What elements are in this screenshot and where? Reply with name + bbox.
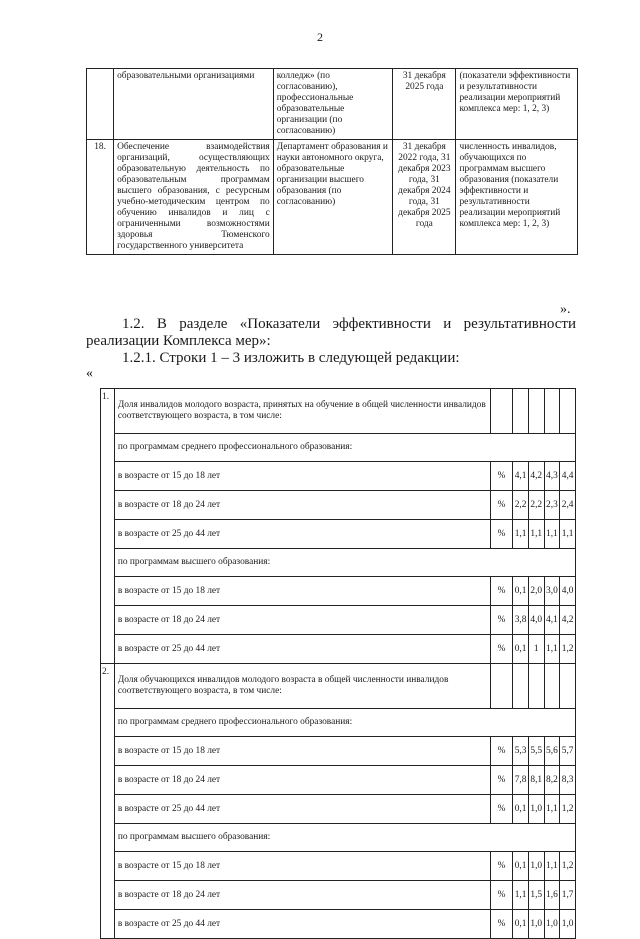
unit-cell: %: [490, 635, 512, 664]
indicator-row: [101, 664, 576, 709]
value-cell: 7,8: [513, 766, 529, 795]
subgroup-label: по программам высшего образования:: [114, 824, 575, 852]
value-cell: [544, 389, 560, 434]
table-row: [87, 69, 578, 140]
age-label: в возрасте от 25 до 44 лет: [114, 910, 490, 939]
age-label: в возрасте от 18 до 24 лет: [114, 491, 490, 520]
subgroup-row: [101, 824, 576, 852]
measures-table: [86, 68, 578, 255]
value-cell: 4,1: [544, 606, 560, 635]
table-row: [87, 140, 578, 255]
age-row: [101, 737, 576, 766]
value-cell: 1,1: [513, 520, 529, 549]
value-cell: 1,0: [528, 910, 544, 939]
unit-cell: %: [490, 766, 512, 795]
age-label: в возрасте от 18 до 24 лет: [114, 766, 490, 795]
age-row: [101, 766, 576, 795]
value-cell: 8,1: [528, 766, 544, 795]
value-cell: 0,1: [513, 635, 529, 664]
page-number: 2: [317, 30, 323, 44]
value-cell: 2,4: [560, 491, 576, 520]
age-label: в возрасте от 15 до 18 лет: [114, 852, 490, 881]
unit-cell: [490, 664, 512, 709]
age-row: [101, 606, 576, 635]
value-cell: 4,4: [560, 462, 576, 491]
value-cell: 0,1: [513, 577, 529, 606]
term-cell: 31 декабря 2025 года: [393, 69, 456, 140]
value-cell: 1,0: [528, 852, 544, 881]
paragraph-section-title: 1.2. В разделе «Показатели эффективности и результативности реализации Комплекса мер»:: [86, 316, 576, 349]
value-cell: 1,1: [544, 520, 560, 549]
value-cell: [528, 389, 544, 434]
age-row: [101, 491, 576, 520]
age-row: [101, 795, 576, 824]
value-cell: 1,0: [528, 795, 544, 824]
subgroup-row: [101, 549, 576, 577]
indicator-row: [101, 389, 576, 434]
subgroup-row: [101, 434, 576, 462]
unit-cell: %: [490, 491, 512, 520]
activity-cell: образовательными организациями: [114, 69, 274, 140]
age-row: [101, 520, 576, 549]
value-cell: 1,7: [560, 881, 576, 910]
subgroup-row: [101, 709, 576, 737]
value-cell: 4,0: [560, 577, 576, 606]
indicator-title: Доля обучающихся инвалидов молодого возраста в общей численности инвалидов соответствующего возраста, в том числе:: [114, 664, 490, 709]
unit-cell: %: [490, 737, 512, 766]
indicator-number: 2.: [101, 664, 115, 939]
value-cell: 8,2: [544, 766, 560, 795]
value-cell: 1,2: [560, 852, 576, 881]
value-cell: 1,6: [544, 881, 560, 910]
indicator-title: Доля инвалидов молодого возраста, принятых на обучение в общей численности инвалидов соответствующего возраста, в том числе:: [114, 389, 490, 434]
value-cell: [528, 664, 544, 709]
indicators-table: [100, 388, 576, 939]
value-cell: 1,1: [544, 795, 560, 824]
unit-cell: %: [490, 520, 512, 549]
indicator-number: 1.: [101, 389, 115, 664]
age-label: в возрасте от 15 до 18 лет: [114, 577, 490, 606]
executors-cell: колледж» (по согласованию), профессиональные образовательные организации (по согласованию): [273, 69, 392, 140]
value-cell: 1,5: [528, 881, 544, 910]
unit-cell: %: [490, 606, 512, 635]
value-cell: 1,2: [560, 635, 576, 664]
unit-cell: [490, 389, 512, 434]
value-cell: 1,0: [544, 910, 560, 939]
age-label: в возрасте от 25 до 44 лет: [114, 520, 490, 549]
value-cell: 1,1: [544, 635, 560, 664]
unit-cell: %: [490, 852, 512, 881]
paragraph-rows-edit: 1.2.1. Строки 1 – 3 изложить в следующей редакции:: [122, 350, 460, 366]
unit-cell: %: [490, 462, 512, 491]
value-cell: 2,3: [544, 491, 560, 520]
value-cell: 0,1: [513, 910, 529, 939]
age-row: [101, 852, 576, 881]
indicator-cell: численность инвалидов, обучающихся по программам высшего образования (показатели эффективности и результативности реализации мероприятий комплекса мер: 1, 2, 3): [456, 140, 578, 255]
row-number: [87, 69, 114, 140]
age-label: в возрасте от 15 до 18 лет: [114, 737, 490, 766]
closing-quote: ».: [560, 302, 571, 317]
age-label: в возрасте от 15 до 18 лет: [114, 462, 490, 491]
subgroup-label: по программам среднего профессионального образования:: [114, 709, 575, 737]
value-cell: [544, 664, 560, 709]
row-number: 18.: [87, 140, 114, 255]
value-cell: 1,1: [560, 520, 576, 549]
value-cell: 0,1: [513, 795, 529, 824]
value-cell: 4,2: [528, 462, 544, 491]
unit-cell: %: [490, 577, 512, 606]
age-label: в возрасте от 18 до 24 лет: [114, 881, 490, 910]
value-cell: 5,6: [544, 737, 560, 766]
unit-cell: %: [490, 881, 512, 910]
age-label: в возрасте от 25 до 44 лет: [114, 635, 490, 664]
age-row: [101, 577, 576, 606]
unit-cell: %: [490, 910, 512, 939]
value-cell: 5,5: [528, 737, 544, 766]
subgroup-label: по программам среднего профессионального образования:: [114, 434, 575, 462]
value-cell: 1,1: [544, 852, 560, 881]
unit-cell: %: [490, 795, 512, 824]
value-cell: 4,1: [513, 462, 529, 491]
value-cell: 5,7: [560, 737, 576, 766]
value-cell: 3,8: [513, 606, 529, 635]
age-row: [101, 462, 576, 491]
age-label: в возрасте от 25 до 44 лет: [114, 795, 490, 824]
value-cell: 1,1: [528, 520, 544, 549]
age-row: [101, 635, 576, 664]
value-cell: [513, 664, 529, 709]
age-row: [101, 910, 576, 939]
executors-cell: Департамент образования и науки автономного округа, образовательные организации высшего образования (по согласованию): [273, 140, 392, 255]
value-cell: 2,2: [528, 491, 544, 520]
value-cell: 4,2: [560, 606, 576, 635]
value-cell: 5,3: [513, 737, 529, 766]
value-cell: 1,2: [560, 795, 576, 824]
term-cell: 31 декабря 2022 года, 31 декабря 2023 года, 31 декабря 2024 года, 31 декабря 2025 года: [393, 140, 456, 255]
value-cell: 0,1: [513, 852, 529, 881]
value-cell: 2,2: [513, 491, 529, 520]
value-cell: [513, 389, 529, 434]
value-cell: 4,3: [544, 462, 560, 491]
value-cell: 1,1: [513, 881, 529, 910]
indicator-cell: (показатели эффективности и результативности реализации мероприятий комплекса мер: 1, 2, 3): [456, 69, 578, 140]
age-label: в возрасте от 18 до 24 лет: [114, 606, 490, 635]
opening-quote: «: [86, 366, 93, 381]
value-cell: [560, 664, 576, 709]
activity-cell: Обеспечение взаимодействия организаций, осуществляющих образовательную деятельность по образовательным программам высшего образования, с ресурсным учебно-методическим центром по обучению инвалидов и лиц с ограниченными возможностями здоровья Тюменского государственного университета: [114, 140, 274, 255]
value-cell: 8,3: [560, 766, 576, 795]
value-cell: 3,0: [544, 577, 560, 606]
value-cell: [560, 389, 576, 434]
value-cell: 4,0: [528, 606, 544, 635]
value-cell: 1: [528, 635, 544, 664]
age-row: [101, 881, 576, 910]
subgroup-label: по программам высшего образования:: [114, 549, 575, 577]
value-cell: 1,0: [560, 910, 576, 939]
value-cell: 2,0: [528, 577, 544, 606]
